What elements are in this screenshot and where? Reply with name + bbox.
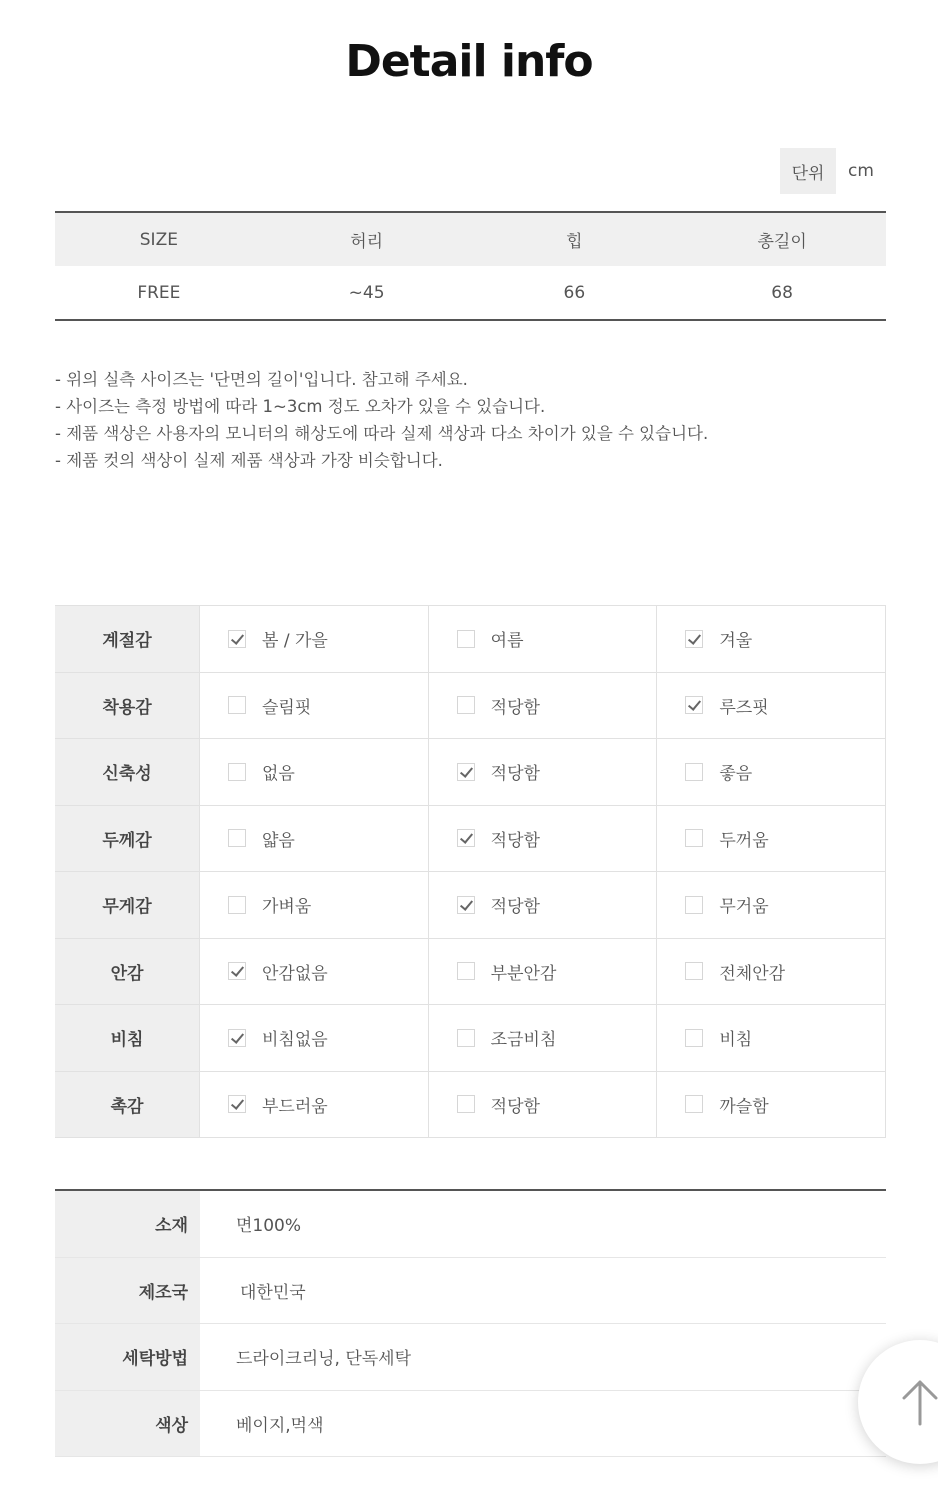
info-value: 대한민국 xyxy=(240,1282,306,1303)
attribute-option-label: 여름 xyxy=(490,631,524,652)
attribute-option-label: 두꺼움 xyxy=(719,830,769,851)
unchecked-checkbox xyxy=(228,829,246,847)
size-cell: 66 xyxy=(563,282,586,303)
attribute-option-label: 전체안감 xyxy=(719,963,786,984)
attribute-option xyxy=(657,673,886,739)
attribute-option-label: 가벼움 xyxy=(262,897,312,918)
size-header-cell: 총길이 xyxy=(757,232,807,252)
attribute-option xyxy=(657,872,886,938)
info-label: 제조국 xyxy=(55,1258,200,1324)
attribute-option xyxy=(429,673,658,739)
info-label: 세탁방법 xyxy=(55,1324,200,1390)
checked-checkbox xyxy=(457,896,475,914)
info-value: 면100% xyxy=(236,1216,302,1237)
size-cell: FREE xyxy=(137,282,181,303)
page-title: Detail info xyxy=(345,36,593,87)
size-cell: ~45 xyxy=(348,282,385,303)
attribute-option-label: 부분안감 xyxy=(490,963,557,984)
size-table-row xyxy=(55,266,886,319)
attribute-option xyxy=(200,806,429,872)
attribute-option-label: 비침 xyxy=(719,1030,753,1051)
size-header-cell: 허리 xyxy=(350,232,384,252)
attribute-row xyxy=(55,673,886,740)
size-cell: 68 xyxy=(771,282,793,303)
attribute-option-label: 적당함 xyxy=(490,897,540,918)
size-table-header xyxy=(55,213,886,266)
attribute-label: 두께감 xyxy=(55,806,200,872)
unchecked-checkbox xyxy=(228,763,246,781)
attribute-option-label: 좋음 xyxy=(719,764,753,785)
attribute-row xyxy=(55,806,886,873)
info-row xyxy=(55,1191,886,1258)
info-row xyxy=(55,1324,886,1391)
attribute-label: 무게감 xyxy=(55,872,200,938)
unit-label: 단위 xyxy=(780,148,836,194)
checked-checkbox xyxy=(228,1029,246,1047)
checked-checkbox xyxy=(457,829,475,847)
attribute-label: 촉감 xyxy=(55,1072,200,1138)
info-row xyxy=(55,1391,886,1458)
attribute-option xyxy=(200,1005,429,1071)
info-label: 색상 xyxy=(55,1391,200,1457)
attribute-option-label: 적당함 xyxy=(490,697,540,718)
attribute-option-label: 루즈핏 xyxy=(719,697,769,718)
attribute-label: 착용감 xyxy=(55,673,200,739)
checked-checkbox xyxy=(685,630,703,648)
attribute-option xyxy=(657,739,886,805)
unchecked-checkbox xyxy=(457,630,475,648)
attribute-option-label: 까슬함 xyxy=(719,1096,769,1117)
attribute-row xyxy=(55,606,886,673)
attribute-option-label: 겨울 xyxy=(719,631,753,652)
unchecked-checkbox xyxy=(685,1095,703,1113)
size-table xyxy=(55,211,886,321)
unchecked-checkbox xyxy=(457,962,475,980)
attribute-option xyxy=(200,673,429,739)
note-line: - 사이즈는 측정 방법에 따라 1~3cm 정도 오차가 있을 수 있습니다. xyxy=(55,397,546,416)
info-label: 소재 xyxy=(55,1191,200,1257)
unchecked-checkbox xyxy=(457,696,475,714)
attribute-option xyxy=(429,872,658,938)
attribute-option-label: 비침없음 xyxy=(262,1030,328,1051)
unit-indicator xyxy=(780,148,876,194)
checked-checkbox xyxy=(228,1095,246,1113)
info-value: 드라이크리닝, 단독세탁 xyxy=(236,1349,412,1370)
attribute-option xyxy=(200,606,429,672)
attribute-option xyxy=(200,1072,429,1138)
checked-checkbox xyxy=(228,962,246,980)
attribute-option-label: 무거움 xyxy=(719,897,769,918)
attribute-row xyxy=(55,739,886,806)
attribute-label: 계절감 xyxy=(55,606,200,672)
attribute-option-label: 조금비침 xyxy=(490,1030,557,1051)
attribute-option xyxy=(200,939,429,1005)
attribute-label: 비침 xyxy=(55,1005,200,1071)
arrow-up-icon xyxy=(900,1378,938,1426)
attribute-option xyxy=(200,872,429,938)
unit-value: cm xyxy=(848,161,874,181)
attribute-option-label: 부드러움 xyxy=(262,1096,328,1117)
attribute-option xyxy=(429,606,658,672)
attribute-option-label: 봄 / 가을 xyxy=(262,631,328,652)
attribute-option-label: 적당함 xyxy=(490,1096,540,1117)
attribute-option xyxy=(429,806,658,872)
attribute-option-label: 슬림핏 xyxy=(262,697,312,718)
attribute-option xyxy=(200,739,429,805)
attribute-row xyxy=(55,939,886,1006)
attribute-option-label: 적당함 xyxy=(490,830,540,851)
checked-checkbox xyxy=(685,696,703,714)
note-line: - 위의 실측 사이즈는 '단면의 길이'입니다. 참고해 주세요. xyxy=(55,370,468,389)
attribute-option xyxy=(657,1005,886,1071)
checked-checkbox xyxy=(457,763,475,781)
unchecked-checkbox xyxy=(685,896,703,914)
unchecked-checkbox xyxy=(457,1095,475,1113)
attribute-option xyxy=(429,739,658,805)
attribute-option xyxy=(657,806,886,872)
note-line: - 제품 색상은 사용자의 모니터의 해상도에 따라 실제 색상과 다소 차이가 있을 수 있습니다. xyxy=(55,424,709,443)
attribute-label: 신축성 xyxy=(55,739,200,805)
attribute-table xyxy=(55,605,886,1138)
unchecked-checkbox xyxy=(685,1029,703,1047)
size-notes xyxy=(55,366,895,474)
attribute-option-label: 적당함 xyxy=(490,764,540,785)
attribute-label: 안감 xyxy=(55,939,200,1005)
attribute-option xyxy=(429,1005,658,1071)
attribute-option xyxy=(657,1072,886,1138)
unchecked-checkbox xyxy=(228,896,246,914)
attribute-option-label: 없음 xyxy=(262,764,295,785)
unchecked-checkbox xyxy=(457,1029,475,1047)
checked-checkbox xyxy=(228,630,246,648)
size-header-cell: 힙 xyxy=(566,232,583,252)
note-line: - 제품 컷의 색상이 실제 제품 색상과 가장 비슷합니다. xyxy=(55,451,443,470)
info-value: 베이지,먹색 xyxy=(236,1415,324,1436)
attribute-option xyxy=(429,1072,658,1138)
attribute-option xyxy=(657,939,886,1005)
unchecked-checkbox xyxy=(228,696,246,714)
unchecked-checkbox xyxy=(685,763,703,781)
product-info-table xyxy=(55,1189,886,1457)
attribute-option xyxy=(429,939,658,1005)
attribute-option xyxy=(657,606,886,672)
unchecked-checkbox xyxy=(685,829,703,847)
attribute-row xyxy=(55,1072,886,1139)
attribute-row xyxy=(55,1005,886,1072)
attribute-option-label: 안감없음 xyxy=(262,963,328,984)
attribute-row xyxy=(55,872,886,939)
unchecked-checkbox xyxy=(685,962,703,980)
size-header-cell: SIZE xyxy=(139,229,178,250)
attribute-option-label: 얇음 xyxy=(262,830,295,851)
info-row xyxy=(55,1258,886,1325)
